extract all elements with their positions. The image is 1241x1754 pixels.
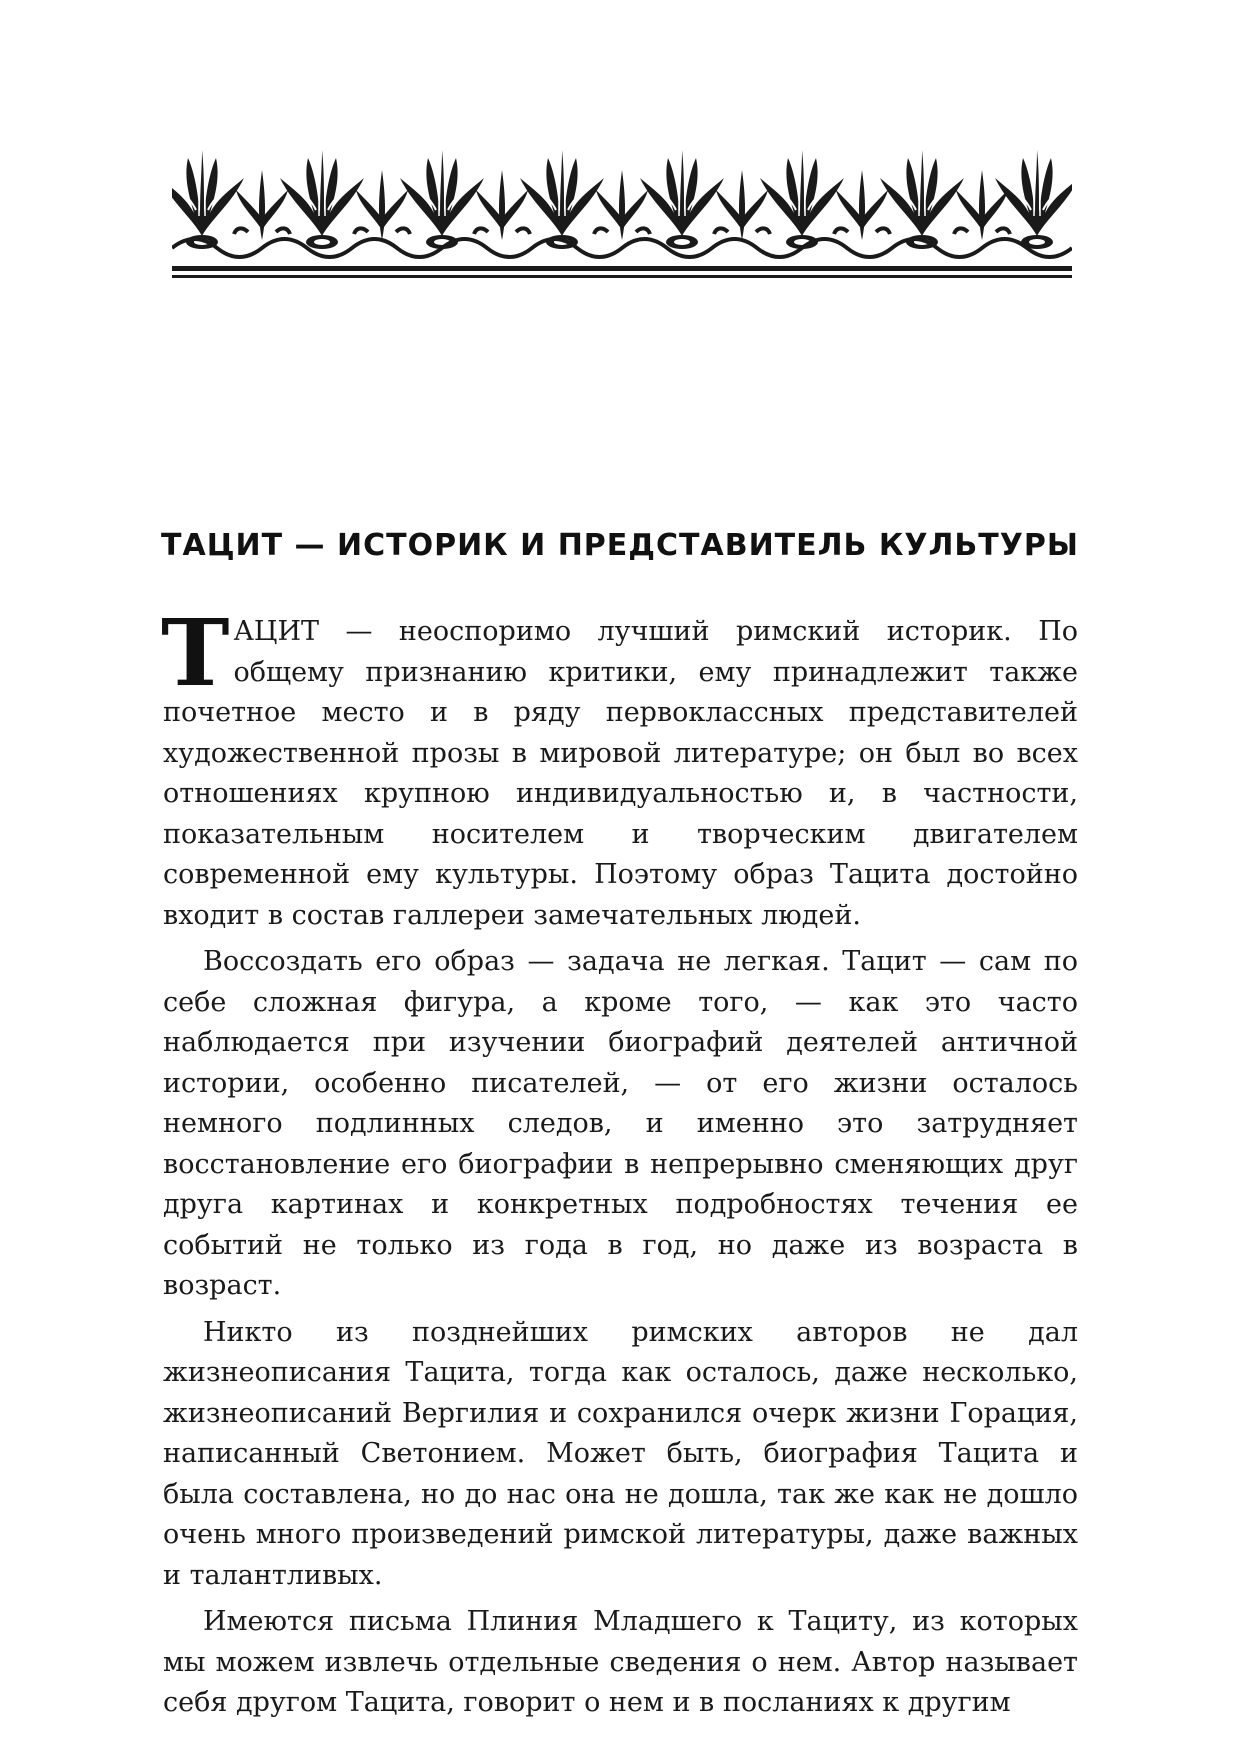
palmette-frieze-icon bbox=[172, 148, 1072, 283]
drop-cap: Т bbox=[161, 599, 230, 707]
chapter-title: ТАЦИТ — ИСТОРИК И ПРЕДСТАВИТЕЛЬ КУЛЬТУРЫ bbox=[161, 528, 1079, 563]
paragraph bbox=[161, 599, 1078, 936]
paragraph-text: АЦИТ — неоспоримо лучший римский историк. По общему признанию критики, ему принадлежит также почетное место и в ряду первоклассных представителей художественной прозы в мировой литературе; он был во всех отношениях крупною индивидуальностью и, в частности, показательным носителем и творческим двигателем современной ему культуры. Поэтому образ Тацита достойно входит в состав галлереи замечательных людей. bbox=[163, 616, 1078, 931]
paragraph: Воссоздать его образ — задача не легкая. Тацит — сам по себе сложная фигура, а кроме того, — как это часто наблюдается при изучении биографий деятелей античной истории, особенно писателей, — от его жизни осталось немного подлинных следов, и именно это затрудняет восстановление его биографии в непрерывно сменяющих друг друга картинах и конкретных подробностях течения ее событий не только из года в год, но даже из возраста в возраст. bbox=[163, 946, 1078, 1301]
paragraph: Имеются письма Плиния Младшего к Тациту, из которых мы можем извлечь отдельные сведения о нем. Автор называет себя другом Тацита, говорит о нем и в посланиях к другим bbox=[163, 1606, 1078, 1718]
article-body bbox=[161, 599, 1078, 1730]
paragraph: Никто из позднейших римских авторов не дал жизнеописания Тацита, тогда как осталось, даже несколько, жизнеописаний Вергилия и сохранился очерк жизни Горация, написанный Светонием. Может быть, биография Тацита и была составлена, но до нас она не дошла, так же как не дошло очень много произведений римской литературы, даже важных и талантливых. bbox=[163, 1316, 1078, 1591]
